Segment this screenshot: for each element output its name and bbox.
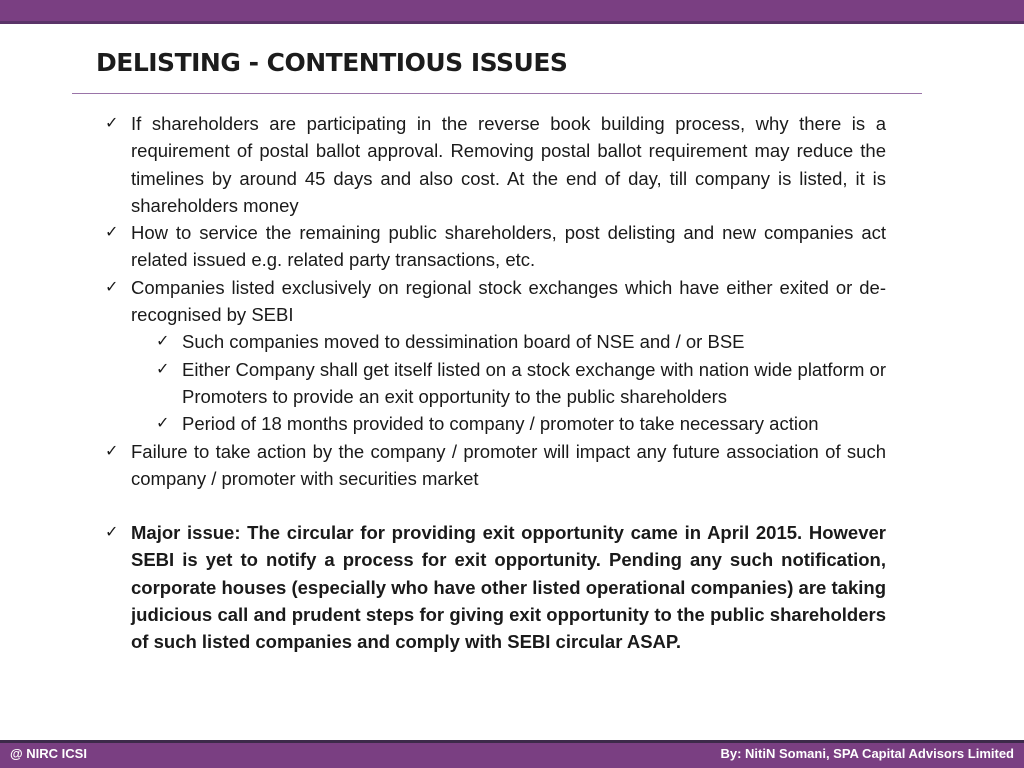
check-icon: ✓ — [156, 360, 170, 378]
footer-left-text: @ NIRC ICSI — [10, 746, 87, 761]
major-issue-item — [100, 519, 886, 655]
footer-bar — [0, 740, 1024, 768]
sub-bullet-text: Period of 18 months provided to company / promoter to take necessary action — [182, 413, 819, 435]
check-icon: ✓ — [156, 415, 170, 433]
bullet-text: How to service the remaining public shareholders, post delisting and new companies act related issued e.g. related party transactions, etc. — [131, 222, 886, 271]
bullet-item — [100, 438, 886, 493]
check-icon: ✓ — [105, 278, 119, 296]
top-banner — [0, 0, 1024, 24]
check-icon: ✓ — [105, 442, 119, 460]
sub-bullet-item — [151, 328, 886, 355]
bullet-text: Companies listed exclusively on regional stock exchanges which have either exited or de-recognised by SEBI — [131, 276, 886, 326]
check-icon: ✓ — [105, 524, 119, 542]
sub-bullet-item — [151, 410, 886, 437]
check-icon: ✓ — [156, 333, 170, 351]
sub-bullet-text: Either Company shall get itself listed on a stock exchange with nation wide platform or Promoters to provide an exit opportunity to the public shareholders — [182, 358, 886, 407]
bullet-item — [100, 110, 886, 219]
title-divider — [72, 93, 922, 94]
major-issue-text: Major issue: The circular for providing exit opportunity came in April 2015. However SEBI is yet to notify a process for exit opportunity. Pending any such notification, corporate houses (especially who have other listed operational companies) are taking judicious call and prudent steps for giving exit opportunity to the public shareholders of such listed companies and comply with SEBI circular ASAP. — [131, 522, 886, 653]
slide-title: DELISTING - CONTENTIOUS ISSUES — [96, 48, 568, 77]
bullet-text: If shareholders are participating in the reverse book building process, why there is a requirement of postal ballot approval. Removing postal ballot requirement may reduce the timelines by around 45 days and also cost. At the end of day, till company is listed, it is shareholders money — [131, 113, 886, 216]
check-icon: ✓ — [105, 224, 119, 242]
bullet-item — [100, 274, 886, 329]
sub-bullet-text: Such companies moved to dessimination board of NSE and / or BSE — [182, 331, 745, 353]
bullet-text: Failure to take action by the company / promoter will impact any future association of such company / promoter with securities market — [131, 440, 886, 489]
footer-right-text: By: NitiN Somani, SPA Capital Advisors Limited — [720, 746, 1014, 761]
bullet-item — [100, 219, 886, 274]
check-icon: ✓ — [105, 115, 119, 132]
bullet-list — [100, 110, 886, 656]
sub-bullet-item — [151, 356, 886, 411]
